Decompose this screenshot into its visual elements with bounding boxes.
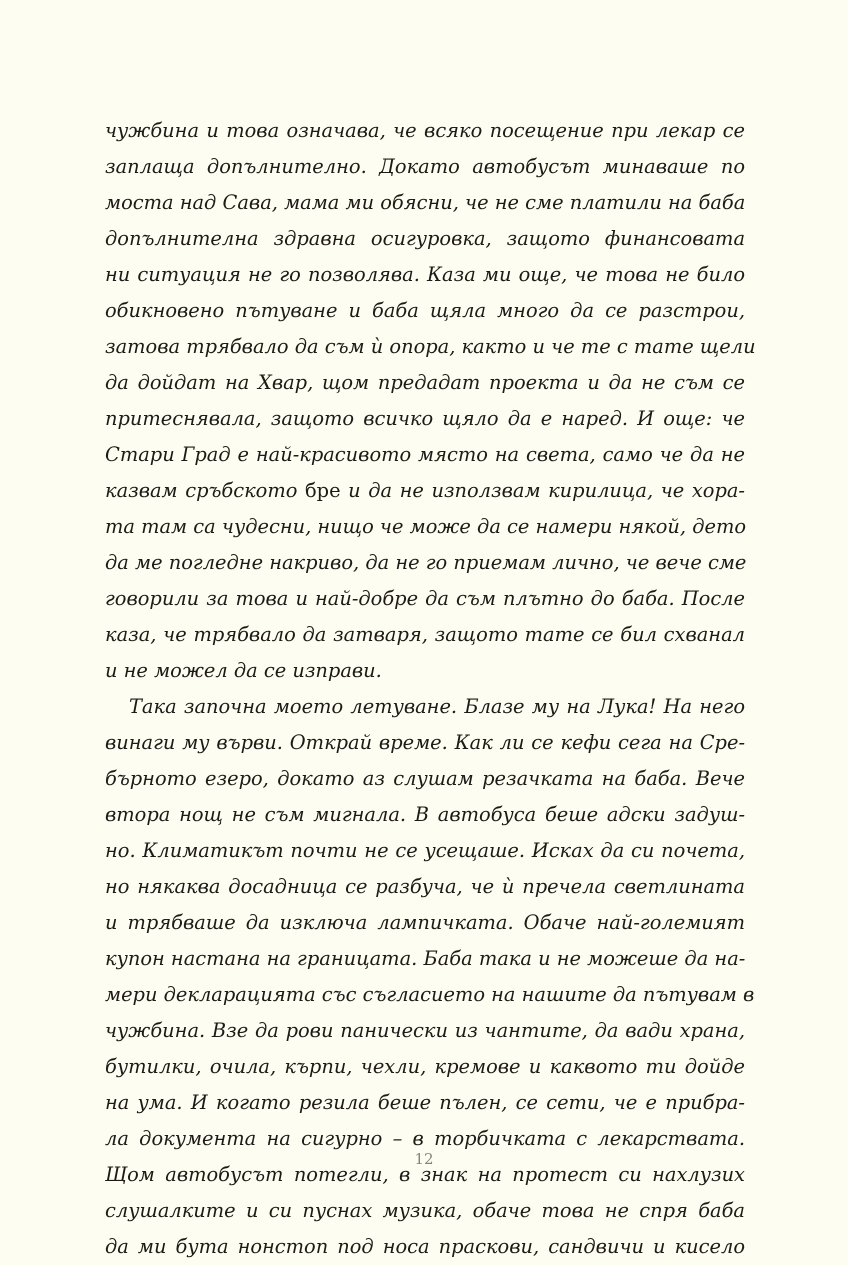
emphasized-word: бре	[305, 479, 341, 502]
text-line: да ме погледне накриво, да не го приемам лично, че вече сме	[105, 551, 747, 574]
text-line: Щом автобусът потегли, в знак на протест си нахлузих	[105, 1163, 745, 1186]
text-line: каза, че трябвало да затваря, защото тате се бил схванал	[105, 623, 745, 646]
text-line: бърното езеро, докато аз слушам резачката на баба. Вече	[105, 767, 745, 790]
text-line: и трябваше да изключа лампичката. Обаче най-големият	[105, 911, 745, 934]
text-line: моста над Сава, мама ми обясни, че не сме платили на баба	[105, 191, 746, 214]
text-line: Стари Град е най-красивото място на света, само че да не	[105, 443, 745, 466]
text-line: купон настана на границата. Баба така и не можеше да на-	[105, 947, 746, 970]
text-line: да дойдат на Хвар, щом предадат проекта и да не съм се	[105, 371, 745, 394]
text-line: на ума. И когато резила беше пълен, се сети, че е прибра-	[105, 1091, 745, 1114]
text-line: но някаква досадница се разбуча, че ѝ пречела светлината	[105, 875, 745, 898]
text-line: та там са чудесни, нищо че може да се намери някой, дето	[105, 515, 747, 538]
text-line: чужбина. Взе да рови панически из чантите, да вади храна,	[105, 1019, 745, 1042]
text-line: бутилки, очила, кърпи, чехли, кремове и каквото ти дойде	[105, 1055, 745, 1078]
text-segment: и да не използвам кирилица, че хора-	[340, 479, 745, 502]
text-line: ни ситуация не го позволява. Каза ми още, че това не било	[105, 263, 745, 286]
text-line: затова трябвало да съм ѝ опора, както и че те с тате щели	[105, 335, 756, 358]
text-line: винаги му върви. Открай време. Как ли се кефи сега на Сре-	[105, 731, 745, 754]
text-line: чужбина и това означава, че всяко посещение при лекар се	[105, 119, 745, 142]
text-line: допълнителна здравна осигуровка, защото финансовата	[105, 227, 745, 250]
text-line: слушалките и си пуснах музика, обаче това не спря баба	[105, 1199, 745, 1222]
text-line: обикновено пътуване и баба щяла много да се разстрои,	[105, 299, 745, 322]
text-line: притеснявала, защото всичко щяло да е наред. И още: че	[105, 407, 745, 430]
text-line: и не можел да се изправи.	[105, 659, 382, 682]
text-line: заплаща допълнително. Докато автобусът минаваше по	[105, 155, 745, 178]
text-line: да ми бута нонстоп под носа праскови, сандвичи и кисело	[105, 1235, 745, 1258]
paragraph-first-line: Така започна моето летуване. Блазе му на Лука! На него	[129, 695, 745, 718]
text-segment: казвам сръбското	[105, 479, 305, 502]
text-line: втора нощ не съм мигнала. В автобуса беше адски задуш-	[105, 803, 745, 826]
text-line: но. Климатикът почти не се усещаше. Исках да си почета,	[105, 839, 745, 862]
text-line: ла документа на сигурно – в торбичката с лекарствата.	[105, 1127, 745, 1150]
text-line-with-emphasis	[105, 473, 745, 509]
text-line: говорили за това и най-добре да съм плътно до баба. После	[105, 587, 745, 610]
text-line: мери декларацията със съгласието на нашите да пътувам в	[105, 983, 755, 1006]
page-number: 12	[414, 1150, 434, 1168]
